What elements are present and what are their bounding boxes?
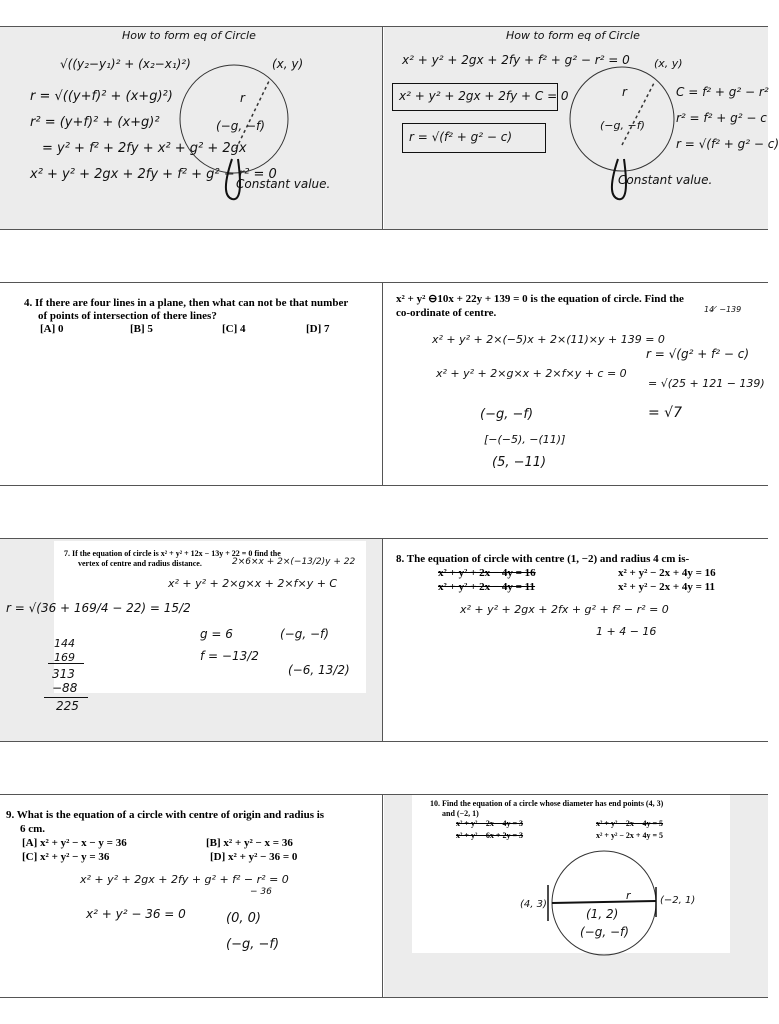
option-a-crossed: x² + y² − 2x − 4y = 3 [456,819,524,828]
sum-line: 313 [52,667,75,681]
option-b: [B] x² + y² − x = 36 [206,837,293,849]
question-text: vertex of centre and radius distance. [78,559,202,568]
work-line: 1 + 4 − 16 [596,625,657,638]
r-squared: r² = f² + g² − c [676,111,767,125]
slide-title: How to form eq of Circle [122,29,256,42]
question-text: 6 cm. [20,823,46,835]
centre-label: (−g, −f) [216,119,265,133]
work-line: = y² + f² + 2fy + x² + g² + 2gx [42,141,247,156]
centre-form: (−g, −f) [280,627,329,641]
work-line: x² + y² + 2gx + 2fx + g² + f² − r² = 0 [460,603,669,616]
work-line: − 36 [250,887,272,897]
f-value: f = −13/2 [200,649,259,663]
work-line: x² + y² + 2×g×x + 2×f×y + C [168,577,338,590]
centre-label: (1, 2) [586,907,619,921]
work-line: x² + y² + 2gx + 2fy + f² + g² − r² = 0 [402,53,630,67]
radius-label: r [240,91,245,105]
option-d: x² + y² − 2x + 4y = 11 [618,581,716,593]
slide-row-3 [0,538,768,742]
option-b-crossed: x² + y² − 2x − 4y = 5 [596,819,664,828]
slide-1-right [384,27,779,229]
work-line: x² + y² + 2×(−5)x + 2×(11)×y + 139 = 0 [432,333,665,346]
radius-formula: r = √(f² + g² − c) [409,130,513,144]
option-c-crossed: x² + y² + 2x − 4y = 11 [438,581,536,593]
option-a: [A] x² + y² − x − y = 36 [22,837,127,849]
slide-1-left [0,27,383,229]
work-answer: x² + y² − 36 = 0 [86,907,186,921]
centre-answer: (−6, 13/2) [288,663,350,677]
work-line: x² + y² + 2gx + 2fy + g² + f² − r² = 0 [80,873,289,886]
circle-diagram [562,49,682,219]
radius-label: r [626,889,631,902]
centre-form: (−g, −f) [226,937,280,952]
sum-divider [48,663,84,664]
sum-line: −88 [52,681,78,695]
end-point-left: (4, 3) [520,899,547,910]
question-text: 8. The equation of circle with centre (1, −2) and radius 4 cm is- [396,553,690,565]
point-label: (x, y) [272,57,304,71]
work-line: x² + y² + 2×g×x + 2×f×y + c = 0 [436,367,627,380]
sum-line: 144 [54,637,75,650]
question-text: 4. If there are four lines in a plane, then what can not be that number [24,297,349,309]
slide-row-4 [0,794,768,998]
boxed-radius [402,123,546,153]
radius-work: = √(25 + 121 − 139) [648,377,765,390]
centre-form: (−g, −f) [580,925,629,939]
slide-4-right [384,795,768,997]
option-c: [C] 4 [222,323,246,335]
question-text: x² + y² ⊖10x + 22y + 139 = 0 is the equation of circle. Find the [396,293,684,305]
option-d: [D] x² + y² − 36 = 0 [210,851,298,863]
question-text: 9. What is the equation of a circle with centre of origin and radius is [6,809,325,821]
radius-work: r = √(g² + f² − c) [646,347,750,361]
distance-formula: √((y₂−y₁)² + (x₂−x₁)²) [60,57,191,71]
end-point-right: (−2, 1) [660,895,696,906]
centre-form: (−g, −f) [480,407,534,422]
option-c: [C] x² + y² − y = 36 [22,851,110,863]
radius-label: r [622,85,627,99]
question-text: of points of intersection of there lines? [38,310,217,322]
option-c-crossed: x² + y² − 6x + 2y = 3 [456,831,524,840]
option-a-crossed: x² + y² + 2x − 4y = 16 [438,567,536,579]
r-definition: r = √(f² + g² − c) [676,137,779,151]
substitution: [−(−5), −(11)] [484,433,566,446]
centre-answer: (5, −11) [492,455,547,470]
corner-note: 14 ̸ −139 [704,305,742,314]
question-text: 10. Find the equation of a circle whose diameter has end points (4, 3) [430,799,664,808]
option-b: x² + y² − 2x + 4y = 16 [618,567,716,579]
radius-answer: = √7 [648,405,683,421]
slide-2-right [384,283,765,485]
c-definition: C = f² + g² − r² [676,85,769,99]
option-b: [B] 5 [130,323,153,335]
work-line: r = √((y+f)² + (x+g)²) [30,89,173,104]
centre-origin: (0, 0) [226,911,261,926]
option-d: x² + y² − 2x + 4y = 5 [596,831,664,840]
slide-row-2 [0,282,768,486]
sum-total: 225 [56,699,79,713]
boxed-equation [392,83,569,111]
constant-note: Constant value. [618,173,713,187]
radius-work: r = √(36 + 169/4 − 22) = 15/2 [6,601,191,615]
sum-line: 169 [54,651,75,664]
work-line: x² + y² + 2gx + 2fy + f² + g² − r² = 0 [30,167,277,182]
slide-4-left [0,795,383,997]
option-d: [D] 7 [306,323,330,335]
slide-row-1 [0,26,779,230]
inline-work: 2×6×x + 2×(−13/2)y + 22 [232,557,356,567]
point-label: (x, y) [654,57,683,70]
constant-note: Constant value. [236,177,331,191]
question-text: and (−2, 1) [442,809,479,818]
slide-2-left [0,283,383,485]
sum-divider [44,697,88,698]
slide-3-right [384,539,768,741]
question-text: co-ordinate of centre. [396,307,497,319]
option-a: [A] 0 [40,323,64,335]
slide-title: How to form eq of Circle [506,29,640,42]
centre-label: (−g, −f) [600,119,645,132]
g-value: g = 6 [200,627,233,641]
work-line: r² = (y+f)² + (x+g)² [30,115,160,130]
circle-diagram [174,49,294,219]
general-equation: x² + y² + 2gx + 2fy + C = 0 [399,89,569,103]
question-text: 7. If the equation of circle is x² + y² + 12x − 13y + 22 = 0 find the [64,549,281,558]
slide-3-left [0,539,383,741]
